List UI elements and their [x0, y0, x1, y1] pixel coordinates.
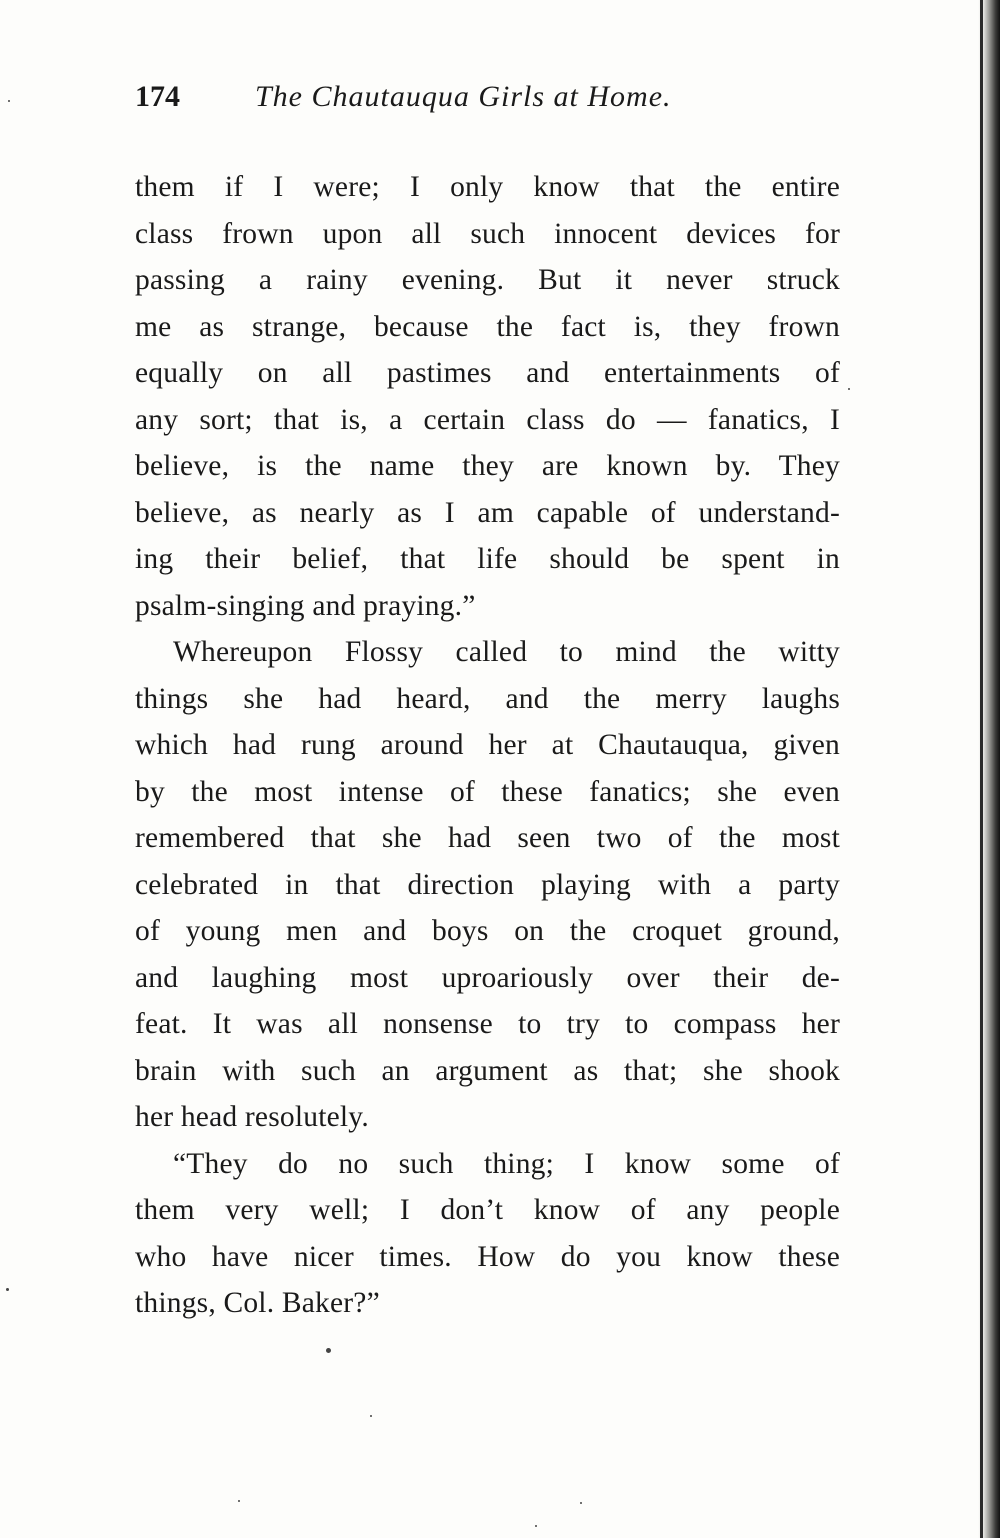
text-line: which had rung around her at Chautauqua, given — [135, 729, 840, 761]
scan-speck — [8, 100, 10, 102]
text-line: me as strange, because the fact is, they frown — [135, 310, 840, 343]
scan-speck — [238, 1500, 240, 1502]
text-line: her head resolutely. — [135, 1101, 369, 1133]
text-line: psalm-singing and praying.” — [135, 589, 476, 622]
text-line: believe, is the name they are known by. They — [135, 450, 840, 482]
text-line: celebrated in that direction playing with a party — [135, 868, 840, 901]
text-line: “They do no such thing; I know some of — [173, 1147, 840, 1180]
scan-speck — [326, 1348, 331, 1353]
text-line: ing their belief, that life should be spent in — [135, 543, 840, 575]
text-line: of young men and boys on the croquet ground, — [135, 915, 840, 947]
text-line: and laughing most uproariously over their de- — [135, 961, 840, 994]
scan-speck — [535, 1525, 537, 1527]
text-line: by the most intense of these fanatics; she even — [135, 775, 840, 808]
scan-speck — [6, 1288, 9, 1291]
text-line: any sort; that is, a certain class do — fanatics, I — [135, 403, 840, 436]
scan-speck — [848, 388, 850, 390]
scan-speck — [580, 1502, 582, 1504]
page-number: 174 — [135, 80, 180, 113]
running-head — [135, 80, 755, 124]
text-line: class frown upon all such innocent devices for — [135, 217, 840, 250]
text-line: equally on all pastimes and entertainments of — [135, 357, 840, 389]
text-line: Whereupon Flossy called to mind the witty — [173, 636, 840, 668]
text-line: believe, as nearly as I am capable of understand- — [135, 496, 840, 529]
text-line: passing a rainy evening. But it never struck — [135, 264, 840, 296]
scan-speck — [370, 1415, 372, 1417]
text-line: brain with such an argument as that; she shook — [135, 1054, 840, 1087]
text-line: things, Col. Baker?” — [135, 1287, 380, 1319]
running-title: The Chautauqua Girls at Home. — [255, 80, 672, 113]
text-line: who have nicer times. How do you know these — [135, 1240, 840, 1273]
text-line: them if I were; I only know that the entire — [135, 171, 840, 203]
text-line: them very well; I don’t know of any people — [135, 1194, 840, 1226]
text-line: things she had heard, and the merry laughs — [135, 682, 840, 715]
text-line: remembered that she had seen two of the most — [135, 822, 840, 854]
text-line: feat. It was all nonsense to try to compass her — [135, 1008, 840, 1040]
binding-shadow-line — [980, 0, 983, 1538]
body-text — [135, 166, 840, 1329]
